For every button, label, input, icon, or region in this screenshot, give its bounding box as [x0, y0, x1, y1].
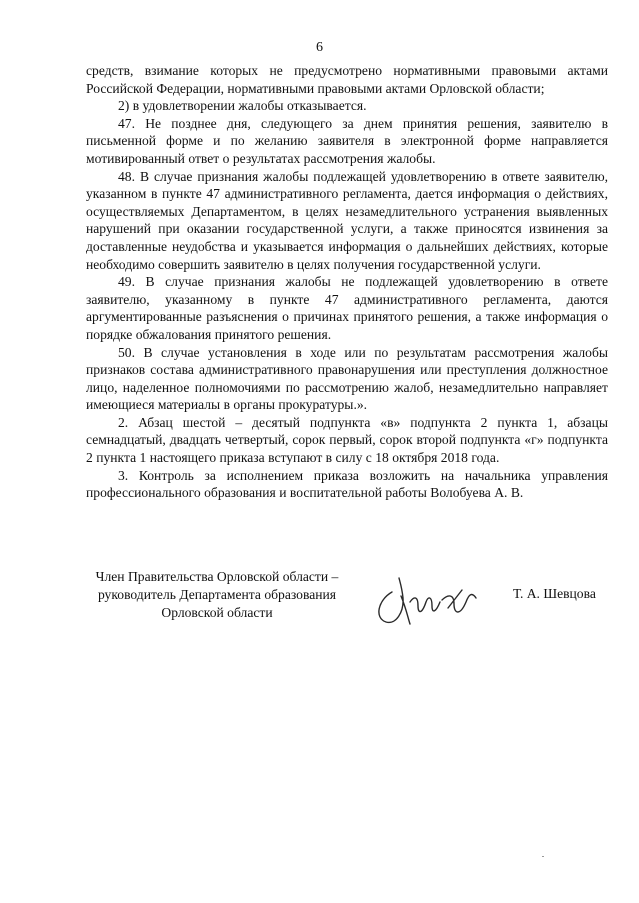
paragraph: 50. В случае установления в ходе или по результатам рассмотрения жалобы признаков состава административного правонарушения или преступления должностное лицо, наделенное полномочиями по рассмотрению жалоб, незамедлительно направляет имеющиеся материалы в органы прокуратуры.». [86, 344, 608, 413]
handwritten-signature [370, 572, 482, 632]
paragraph: 47. Не позднее дня, следующего за днем принятия решения, заявителю в письменной форме и по желанию заявителя в электронной форме направляется мотивированный ответ о результатах рассмотрения жалобы. [86, 115, 608, 166]
paragraph: 49. В случае признания жалобы не подлежащей удовлетворению в ответе заявителю, указанному в пункте 47 административного регламента, даются аргументированные разъяснения о причинах принятого решения, а также информация о порядке обжалования принятого решения. [86, 274, 608, 342]
position-line: Орловской области [161, 605, 273, 620]
paragraph: средств, взимание которых не предусмотрено нормативными правовыми актами Российской Федерации, нормативными правовыми актами Орловской области; [86, 63, 608, 96]
document-body [86, 62, 608, 502]
scan-speck [542, 856, 544, 857]
position-line: Член Правительства Орловской области – [95, 569, 339, 584]
paragraph: 2. Абзац шестой – десятый подпункта «в» подпункта 2 пункта 1, абзацы семнадцатый, двадцать четвертый, сорок первый, сорок второй подпункта «г» подпункта 2 пункта 1 настоящего приказа вступают в силу с 18 октября 2018 года. [86, 414, 608, 466]
position-line: руководитель Департамента образования [97, 587, 337, 602]
signatory-name: Т. А. Шевцова [513, 586, 596, 601]
page-number: 6 [316, 40, 323, 55]
paragraph: 2) в удовлетворении жалобы отказывается. [118, 98, 367, 114]
signatory-position [82, 568, 352, 622]
paragraph: 3. Контроль за исполнением приказа возложить на начальника управления профессионального образования и воспитательной работы Волобуева А. В. [86, 467, 608, 501]
paragraph: 48. В случае признания жалобы подлежащей удовлетворению в ответе заявителю, указанном в пункте 47 административного регламента, дается информация о действиях, осуществляемых Департаментом, в целях незамедлительного устранения выявленных нарушений при оказании государственной услуги, а также приносятся извинения за доставленные неудобства и указывается информация о дальнейших действиях, которые необходимо совершить заявителю в целях получения государственной услуги. [86, 168, 608, 272]
